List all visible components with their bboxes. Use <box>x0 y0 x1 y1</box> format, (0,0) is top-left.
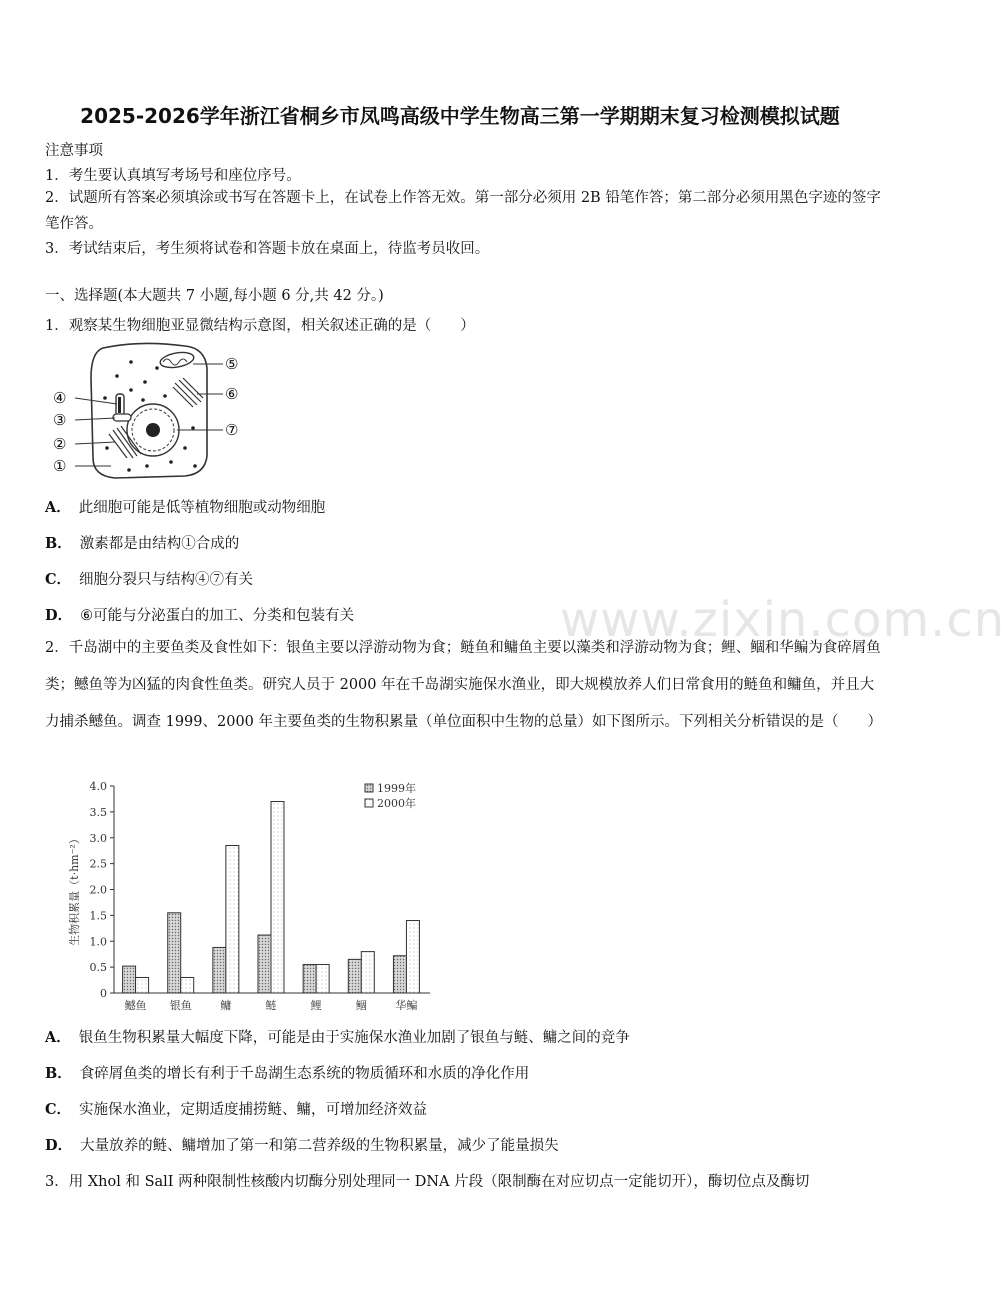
legend-swatch <box>365 799 373 807</box>
cell-label-5: ⑤ <box>225 355 239 373</box>
y-axis-label: 生物积累量（t·hm⁻²） <box>68 833 81 946</box>
section-heading: 一、选择题(本大题共 7 小题,每小题 6 分,共 42 分。) <box>45 288 384 304</box>
y-tick-label: 1.0 <box>89 935 107 949</box>
y-tick-label: 3.0 <box>89 831 107 845</box>
bar-2000 <box>136 977 149 993</box>
cell-label-1: ① <box>53 457 67 475</box>
bar-2000 <box>271 802 284 993</box>
x-tick-label: 鳡鱼 <box>124 999 147 1012</box>
cell-label-3: ③ <box>53 411 67 429</box>
q1-stem: 1．观察某生物细胞亚显微结构示意图，相关叙述正确的是（ ） <box>45 318 475 334</box>
q2-option-d: D． 大量放养的鲢、鳙增加了第一和第二营养级的生物积累量，减少了能量损失 <box>45 1137 559 1154</box>
y-tick-label: 3.5 <box>89 805 107 819</box>
y-tick-label: 1.5 <box>89 909 107 923</box>
x-tick-label: 鳙 <box>220 999 232 1012</box>
bar-2000 <box>181 977 194 993</box>
bar-2000 <box>316 965 329 993</box>
note-item-1: 1．考生要认真填写考场号和座位序号。 <box>45 168 301 184</box>
note-item-3: 3．考试结束后，考生须将试卷和答题卡放在桌面上，待监考员收回。 <box>45 241 490 257</box>
bar-1999 <box>393 956 406 993</box>
legend-label: 2000年 <box>377 797 416 810</box>
bar-2000 <box>361 952 374 993</box>
bar-1999 <box>123 966 136 993</box>
q2-option-c: C． 实施保水渔业，定期适度捕捞鲢、鳙，可增加经济效益 <box>45 1101 428 1118</box>
x-tick-label: 华鳊 <box>395 999 418 1012</box>
q1-option-a: A． 此细胞可能是低等植物细胞或动物细胞 <box>45 499 326 516</box>
cell-label-4: ④ <box>53 389 67 407</box>
q3-stem: 3．用 Xhol 和 SalI 两种限制性核酸内切酶分别处理同一 DNA 片段（限制酶在对应切点一定能切开），酶切位点及酶切 <box>45 1174 810 1190</box>
q2-stem: 2．千岛湖中的主要鱼类及食性如下：银鱼主要以浮游动物为食；鲢鱼和鳙鱼主要以藻类和浮游动物为食；鲤、鲴和华鳊为食碎屑鱼类；鳡鱼等为凶猛的肉食性鱼类。研究人员于 2000 年在千岛湖实施保水渔业，即大规模放养人们日常食用的鲢鱼和鳙鱼，并且大力捕杀鳡鱼。调查 1999、2000 年主要鱼类的生物积累量（单位面积中生物的总量）如下图所示。下列相关分析错误的是（ ） <box>45 640 883 730</box>
bar-1999 <box>213 947 226 993</box>
bar-2000 <box>226 846 239 993</box>
biomass-bar-chart <box>60 778 440 1014</box>
y-tick-label: 2.0 <box>89 883 107 897</box>
q2-option-a: A． 银鱼生物积累量大幅度下降，可能是由于实施保水渔业加剧了银鱼与鲢、鳙之间的竞争 <box>45 1029 630 1046</box>
watermark: www.zixin.com.cn <box>560 592 1005 648</box>
x-tick-label: 鲤 <box>310 999 322 1012</box>
note-item-2: 2．试题所有答案必须填涂或书写在答题卡上，在试卷上作答无效。第一部分必须用 2B 铅笔作答；第二部分必须用黑色字迹的签字笔作答。 <box>45 190 881 232</box>
legend-label: 1999年 <box>377 782 416 795</box>
y-tick-label: 0.5 <box>89 961 107 975</box>
x-tick-label: 鲢 <box>265 999 277 1012</box>
legend-swatch <box>365 784 373 792</box>
bar-2000 <box>406 921 419 993</box>
y-tick-label: 0 <box>100 987 107 1000</box>
cell-diagram <box>45 338 255 483</box>
cell-label-2: ② <box>53 435 67 453</box>
x-tick-label: 鲴 <box>355 999 367 1012</box>
bar-1999 <box>258 935 271 993</box>
x-tick-label: 银鱼 <box>169 999 192 1012</box>
bar-1999 <box>348 959 361 993</box>
q1-option-d: D． ⑥可能与分泌蛋白的加工、分类和包装有关 <box>45 607 355 624</box>
cell-label-6: ⑥ <box>225 385 239 403</box>
y-tick-label: 4.0 <box>89 780 107 793</box>
page-title: 2025-2026学年浙江省桐乡市凤鸣高级中学生物高三第一学期期末复习检测模拟试题 <box>80 104 840 128</box>
q1-option-b: B． 激素都是由结构①合成的 <box>45 535 240 552</box>
cell-label-7: ⑦ <box>225 421 239 439</box>
y-tick-label: 2.5 <box>89 857 107 871</box>
q2-option-b: B． 食碎屑鱼类的增长有利于千岛湖生态系统的物质循环和水质的净化作用 <box>45 1065 530 1082</box>
bar-1999 <box>168 913 181 993</box>
q1-option-c: C． 细胞分裂只与结构④⑦有关 <box>45 571 254 588</box>
notes-heading: 注意事项 <box>45 143 103 159</box>
bar-1999 <box>303 965 316 993</box>
